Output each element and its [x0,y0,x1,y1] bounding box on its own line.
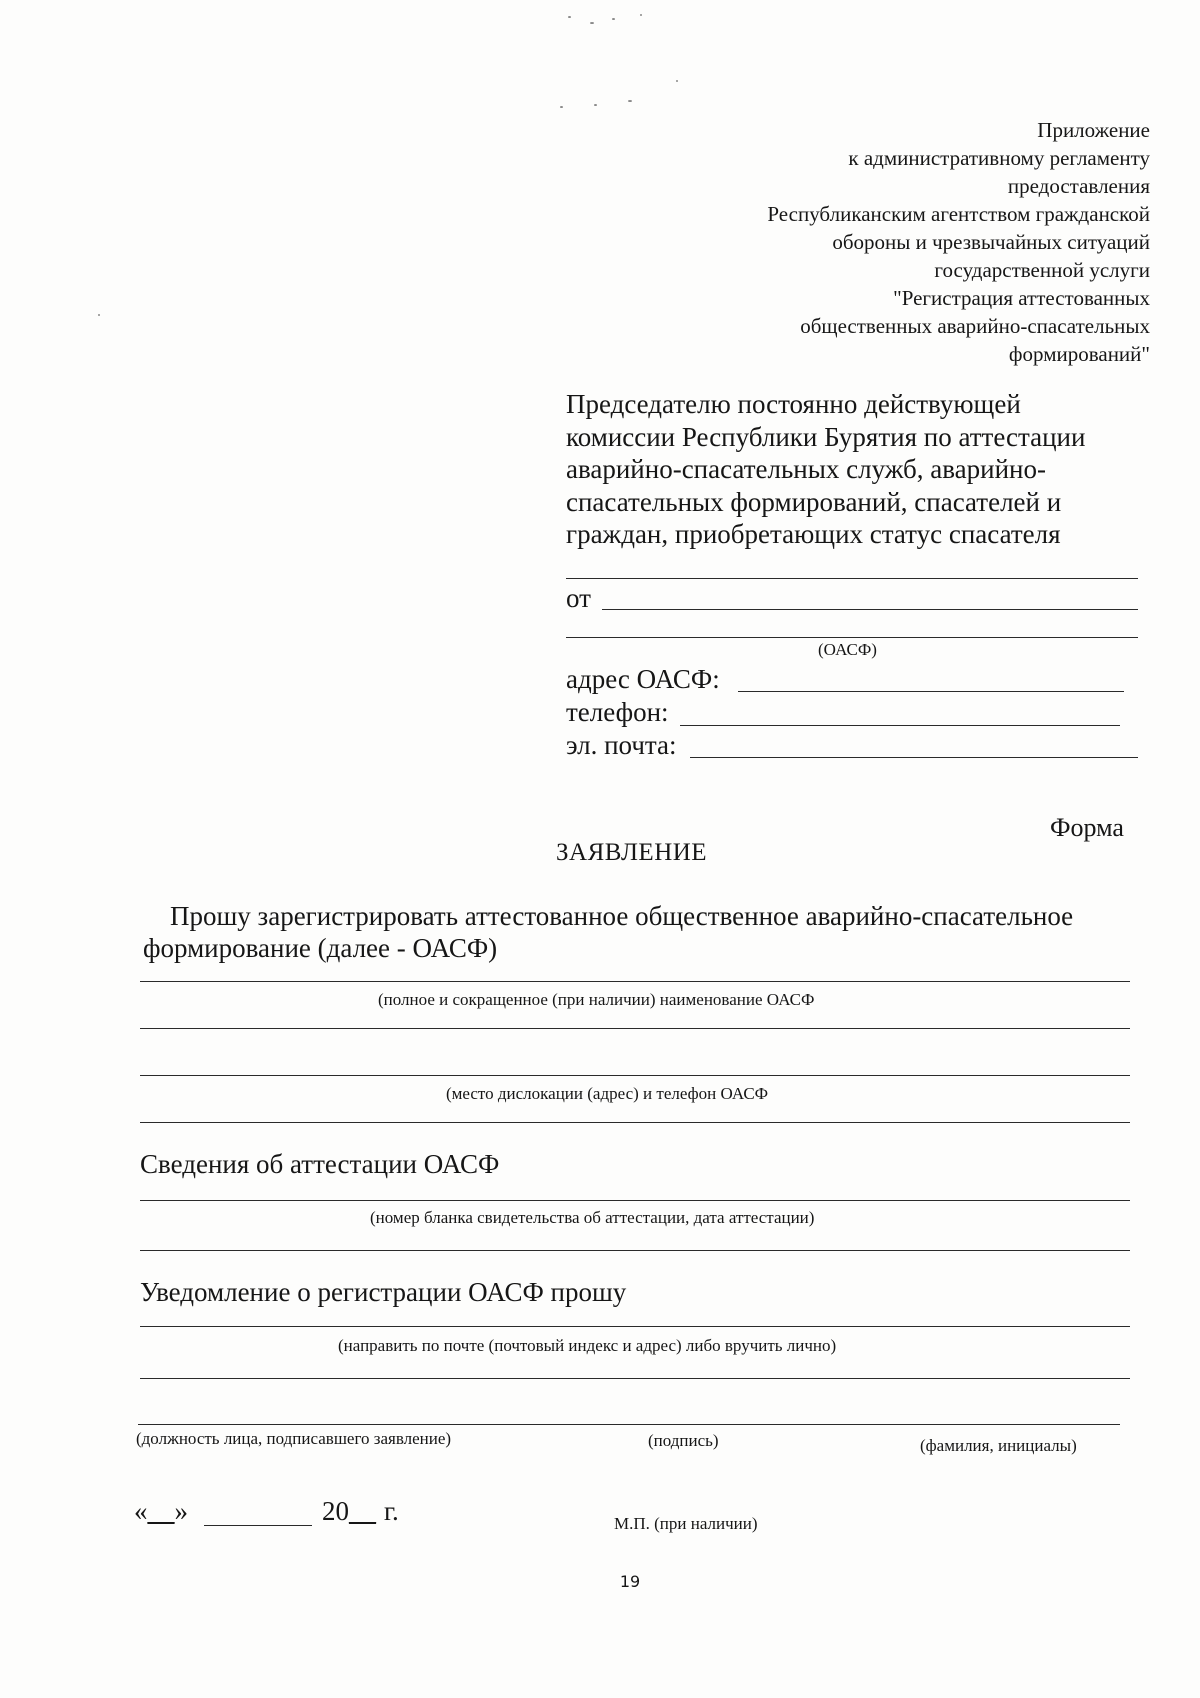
appendix-line: к административному регламенту [848,146,1150,170]
email-label: эл. почта: [566,730,677,760]
date-close-quote: » [174,1496,188,1526]
certificate-hint: (номер бланка свидетельства об аттестации, дата аттестации) [370,1208,815,1227]
addressee-block [566,388,1166,551]
appendix-block [560,116,1150,368]
appendix-line: общественных аварийно-спасательных [800,314,1150,338]
appendix-line: Республиканским агентством гражданской [767,202,1150,226]
scan-speck [594,104,597,106]
position-hint: (должность лица, подписавшего заявление) [136,1429,452,1448]
scan-speck [640,14,642,16]
scan-speck [628,100,632,102]
appendix-line: Приложение [1037,118,1150,142]
appendix-line: предоставления [1007,174,1150,198]
phone-blank-line [680,725,1120,726]
page-number: 19 [619,1572,641,1591]
addressee-line: аварийно-спасательных служб, аварийно- [566,454,1046,484]
date-day-blank: __ [147,1496,175,1526]
phone-label: телефон: [566,697,669,727]
certificate-blank-line-2 [140,1250,1130,1251]
name-initials-hint: (фамилия, инициалы) [920,1436,1077,1455]
name-blank-line-2 [140,1028,1130,1029]
date-open-quote: « [134,1496,148,1526]
signature-blank-line [138,1424,1120,1425]
form-label: Форма [1050,813,1124,842]
location-blank-line-2 [140,1122,1130,1123]
request-text: Прошу зарегистрировать аттестованное общественное аварийно-спасательное формирование (далее - ОАСФ) [143,901,1074,963]
from-blank-line-2 [566,637,1138,638]
delivery-blank-line-2 [140,1378,1130,1379]
email-blank-line [690,757,1138,758]
signature-hint: (подпись) [648,1431,719,1450]
document-title: ЗАЯВЛЕНИЕ [556,839,708,866]
from-blank-line [602,609,1138,610]
addressee-line: граждан, приобретающих статус спасателя [566,519,1061,549]
address-label: адрес ОАСФ: [566,664,720,694]
delivery-hint: (направить по почте (почтовый индекс и адрес) либо вручить лично) [338,1336,837,1355]
scan-speck [612,18,615,20]
location-blank-line [140,1075,1130,1076]
date-century: 20 [322,1496,349,1526]
appendix-line: обороны и чрезвычайных ситуаций [832,230,1150,254]
appendix-line: государственной услуги [934,258,1150,282]
stamp-hint: М.П. (при наличии) [614,1514,758,1533]
scan-speck [560,106,563,108]
name-hint: (полное и сокращенное (при наличии) наименование ОАСФ [378,990,815,1009]
addressee-line: комиссии Республики Бурятия по аттестации [566,421,1086,452]
address-blank-line [738,691,1124,692]
addressee-line: спасательных формирований, спасателей и [566,486,1062,517]
from-label: от [566,583,591,613]
scan-speck [676,80,678,82]
scan-speck [568,16,571,18]
from-hint: (ОАСФ) [818,640,877,659]
date-year [322,1496,399,1526]
name-blank-line [140,981,1130,982]
attestation-heading: Сведения об аттестации ОАСФ [140,1149,500,1179]
scan-speck [98,314,100,316]
location-hint: (место дислокации (адрес) и телефон ОАСФ [446,1084,769,1103]
date-year-blank: __ [349,1496,376,1526]
sender-blank-line [566,578,1138,579]
date-year-suffix: г. [384,1496,399,1526]
appendix-line: "Регистрация аттестованных [893,286,1150,310]
date-line [134,1496,188,1526]
addressee-line: Председателю постоянно действующей [566,389,1021,419]
scan-speck [590,22,594,24]
date-month-blank [204,1525,312,1526]
appendix-line: формирований" [1008,342,1150,366]
delivery-blank-line [140,1326,1130,1327]
certificate-blank-line [140,1200,1130,1201]
notification-heading: Уведомление о регистрации ОАСФ прошу [140,1277,627,1307]
